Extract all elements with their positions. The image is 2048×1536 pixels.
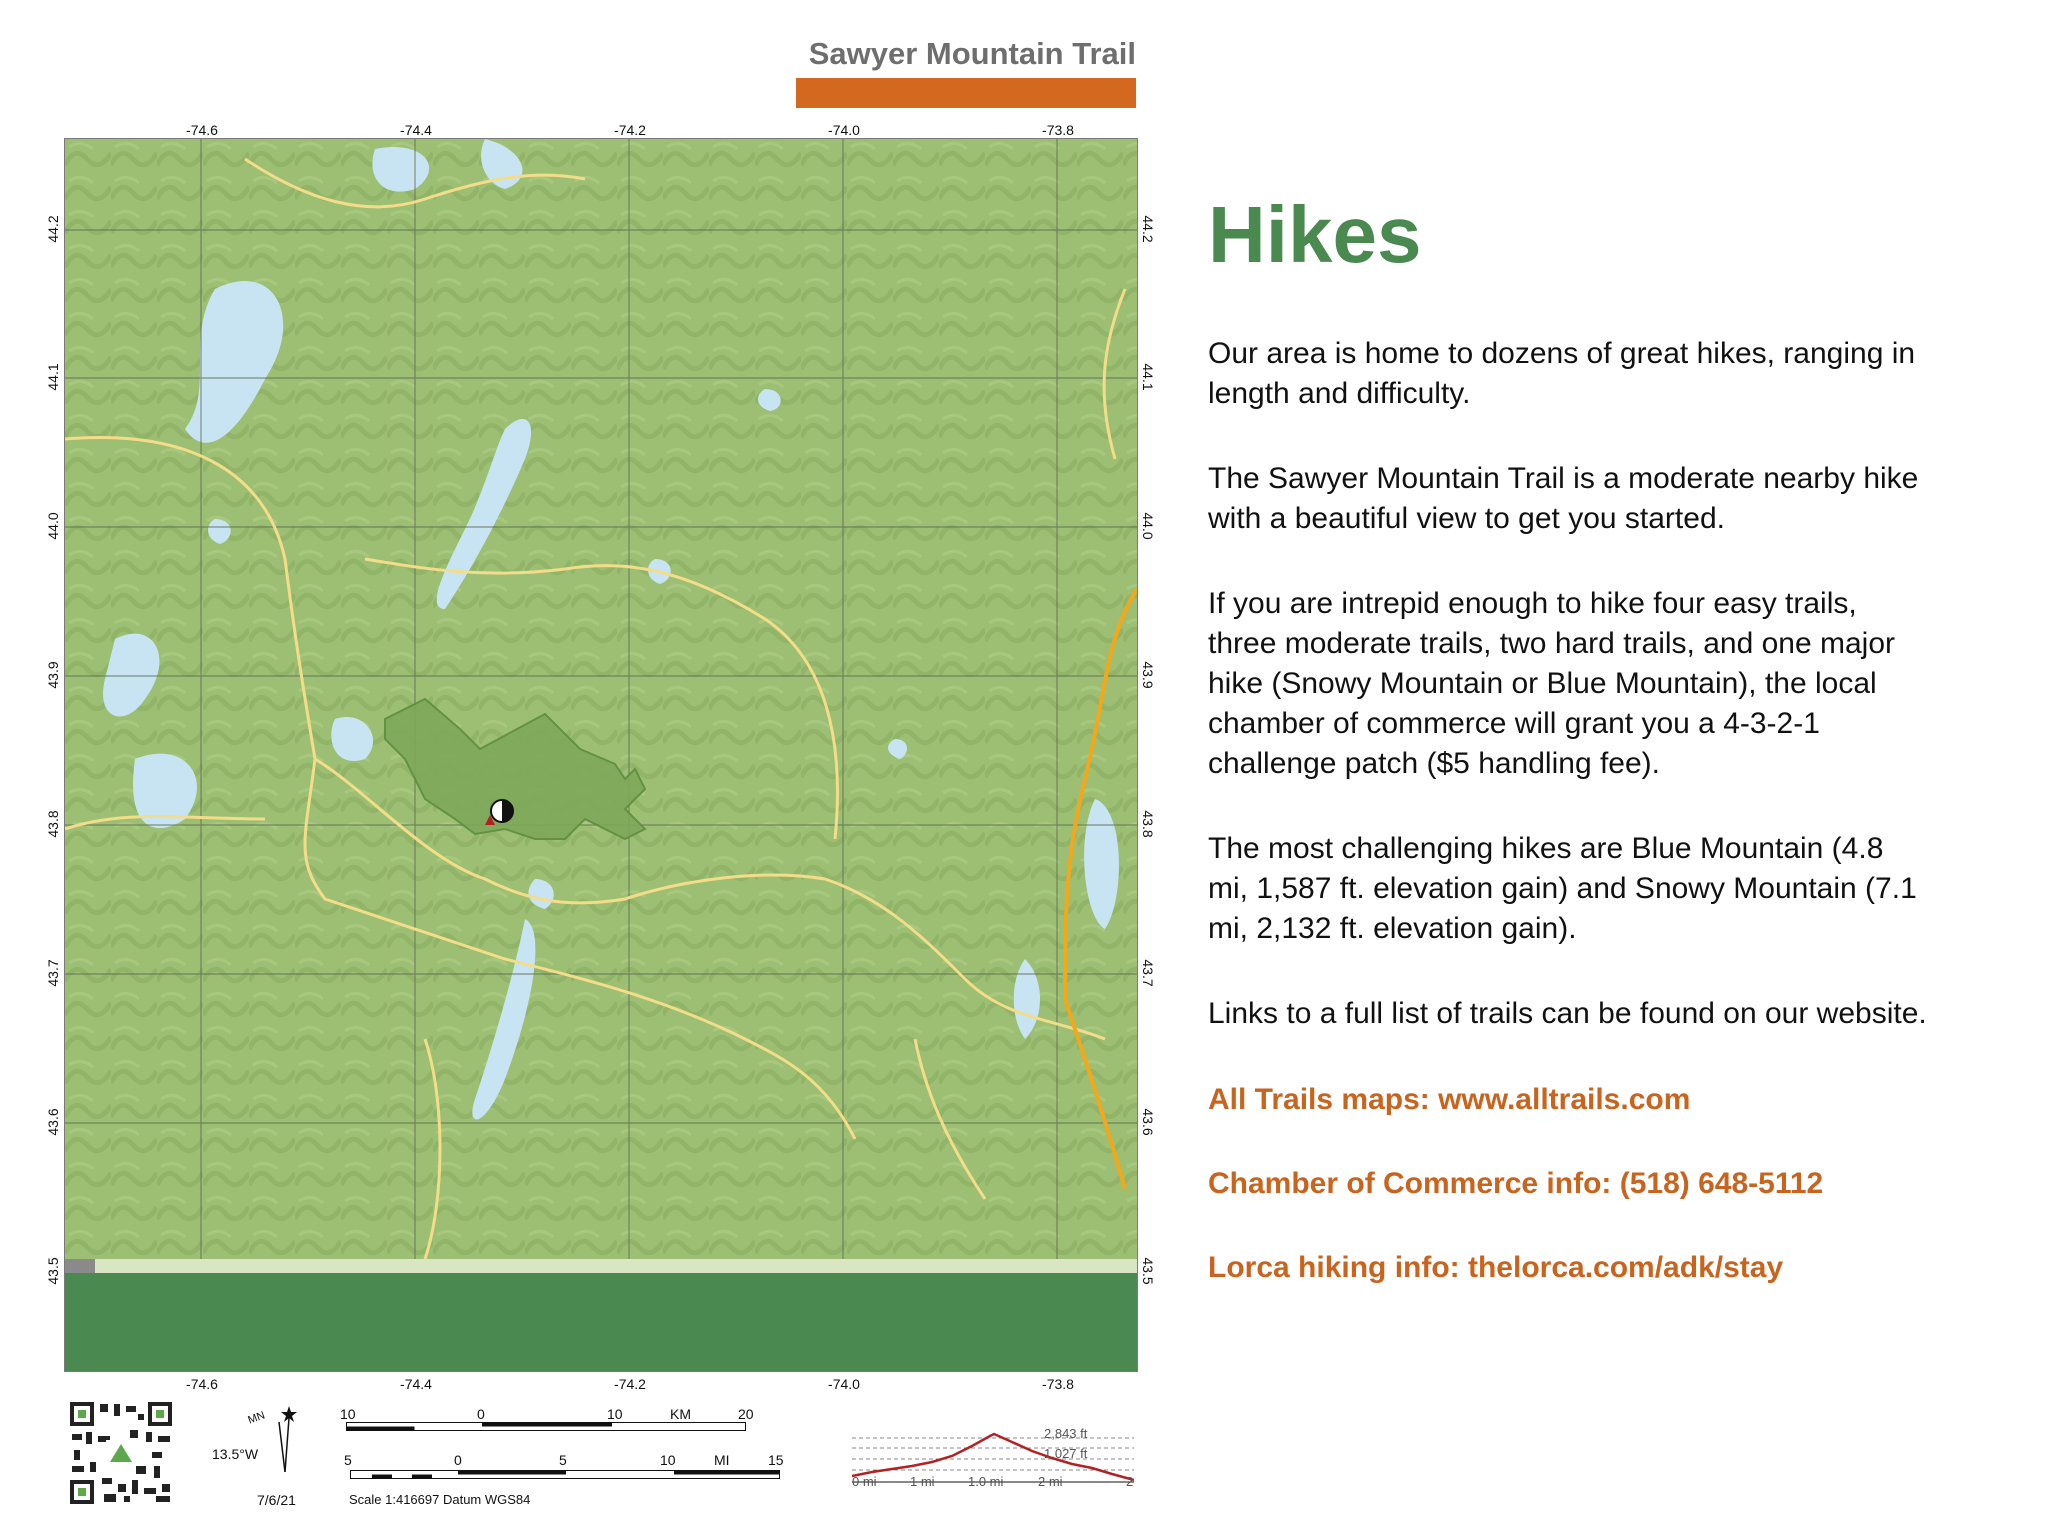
hikes-panel xyxy=(1208,190,1928,1332)
left-tick-label: 43.5 xyxy=(45,1257,61,1285)
magnetic-north-label: MN xyxy=(246,1409,267,1427)
elevation-low-label: 1,027 ft xyxy=(1044,1446,1088,1461)
km-unit: KM xyxy=(670,1406,691,1422)
left-tick-label: 43.7 xyxy=(45,959,61,987)
profile-tick-3: 1.0 mi xyxy=(968,1474,1004,1489)
mi-tick-2: 0 xyxy=(454,1452,462,1468)
scale-text: Scale 1:416697 Datum WGS84 xyxy=(349,1492,531,1507)
bottom-tick-label: -74.6 xyxy=(186,1376,218,1392)
left-tick-label: 44.2 xyxy=(45,215,61,243)
left-tick-label: 43.6 xyxy=(45,1108,61,1136)
left-tick-label: 43.9 xyxy=(45,661,61,689)
top-tick-label: -74.4 xyxy=(400,122,432,138)
map-date: 7/6/21 xyxy=(257,1492,296,1508)
left-tick-label: 43.8 xyxy=(45,810,61,838)
bottom-tick-label: -74.4 xyxy=(400,1376,432,1392)
top-tick-label: -74.6 xyxy=(186,122,218,138)
profile-tick-1: 0 mi xyxy=(852,1474,877,1489)
right-tick-label: 43.5 xyxy=(1140,1257,1156,1285)
title-accent-bar xyxy=(796,78,1136,108)
mi-tick-1: 5 xyxy=(344,1452,352,1468)
km-tick-2: 0 xyxy=(477,1406,485,1422)
profile-tick-5: 2 xyxy=(1126,1474,1134,1489)
sawyer-paragraph: The Sawyer Mountain Trail is a moderate nearby hike with a beautiful view to get you started. xyxy=(1208,462,1919,535)
map-bottom-band xyxy=(65,1273,1137,1371)
right-tick-label: 43.9 xyxy=(1140,661,1156,689)
elevation-high-label: 2,843 ft xyxy=(1044,1426,1088,1441)
bottom-tick-label: -74.2 xyxy=(614,1376,646,1392)
mi-tick-5: 15 xyxy=(768,1452,784,1468)
mi-tick-3: 5 xyxy=(559,1452,567,1468)
declination-label: 13.5°W xyxy=(212,1446,259,1462)
qr-code-icon[interactable] xyxy=(68,1400,174,1506)
bottom-tick-label: -74.0 xyxy=(828,1376,860,1392)
map-title: Sawyer Mountain Trail xyxy=(808,36,1136,71)
challenging-hikes-paragraph: The most challenging hikes are Blue Mountain (4.8 mi, 1,587 ft. elevation gain) and Snowy Mountain (7.1 mi, 2,132 ft. elevation gain). xyxy=(1208,832,1917,945)
mi-unit: MI xyxy=(714,1452,730,1468)
km-scale-bar xyxy=(346,1422,746,1432)
intro-paragraph: Our area is home to dozens of great hikes, ranging in length and difficulty. xyxy=(1208,337,1916,410)
km-tick-3: 10 xyxy=(607,1406,623,1422)
profile-tick-2: 1 mi xyxy=(910,1474,935,1489)
top-tick-label: -74.0 xyxy=(828,122,860,138)
north-arrow-icon xyxy=(269,1404,299,1476)
left-tick-label: 44.0 xyxy=(45,512,61,540)
mi-tick-4: 10 xyxy=(660,1452,676,1468)
map-bottom-strip-end xyxy=(65,1259,95,1273)
right-tick-label: 43.8 xyxy=(1140,810,1156,838)
km-tick-4: 20 xyxy=(738,1406,754,1422)
map-footer xyxy=(64,1396,1136,1516)
website-paragraph: Links to a full list of trails can be found on our website. xyxy=(1208,997,1927,1030)
top-tick-label: -74.2 xyxy=(614,122,646,138)
bottom-tick-label: -73.8 xyxy=(1042,1376,1074,1392)
km-tick-1: 10 xyxy=(340,1406,356,1422)
challenge-paragraph: If you are intrepid enough to hike four easy trails, three moderate trails, two hard trails, and one major hike (Snowy Mountain or Blue Mountain), the local chamber of commerce will grant you a 4-3-2-1 challenge patch ($5 handling fee). xyxy=(1208,587,1895,780)
map-canvas xyxy=(65,139,1137,1371)
mi-scale-bar xyxy=(350,1470,780,1480)
hikes-heading: Hikes xyxy=(1208,190,1422,279)
right-tick-label: 43.6 xyxy=(1140,1108,1156,1136)
right-tick-label: 44.1 xyxy=(1140,363,1156,391)
map-bottom-strip xyxy=(65,1259,1137,1273)
right-tick-label: 44.2 xyxy=(1140,215,1156,243)
chamber-link[interactable]: Chamber of Commerce info: (518) 648-5112 xyxy=(1208,1167,1824,1200)
right-tick-label: 43.7 xyxy=(1140,959,1156,987)
right-tick-label: 44.0 xyxy=(1140,512,1156,540)
topographic-map[interactable] xyxy=(64,138,1138,1372)
profile-tick-4: 2 mi xyxy=(1038,1474,1063,1489)
alltrails-link[interactable]: All Trails maps: www.alltrails.com xyxy=(1208,1083,1691,1116)
lorca-link[interactable]: Lorca hiking info: thelorca.com/adk/stay xyxy=(1208,1251,1784,1284)
top-tick-label: -73.8 xyxy=(1042,122,1074,138)
left-tick-label: 44.1 xyxy=(45,363,61,391)
